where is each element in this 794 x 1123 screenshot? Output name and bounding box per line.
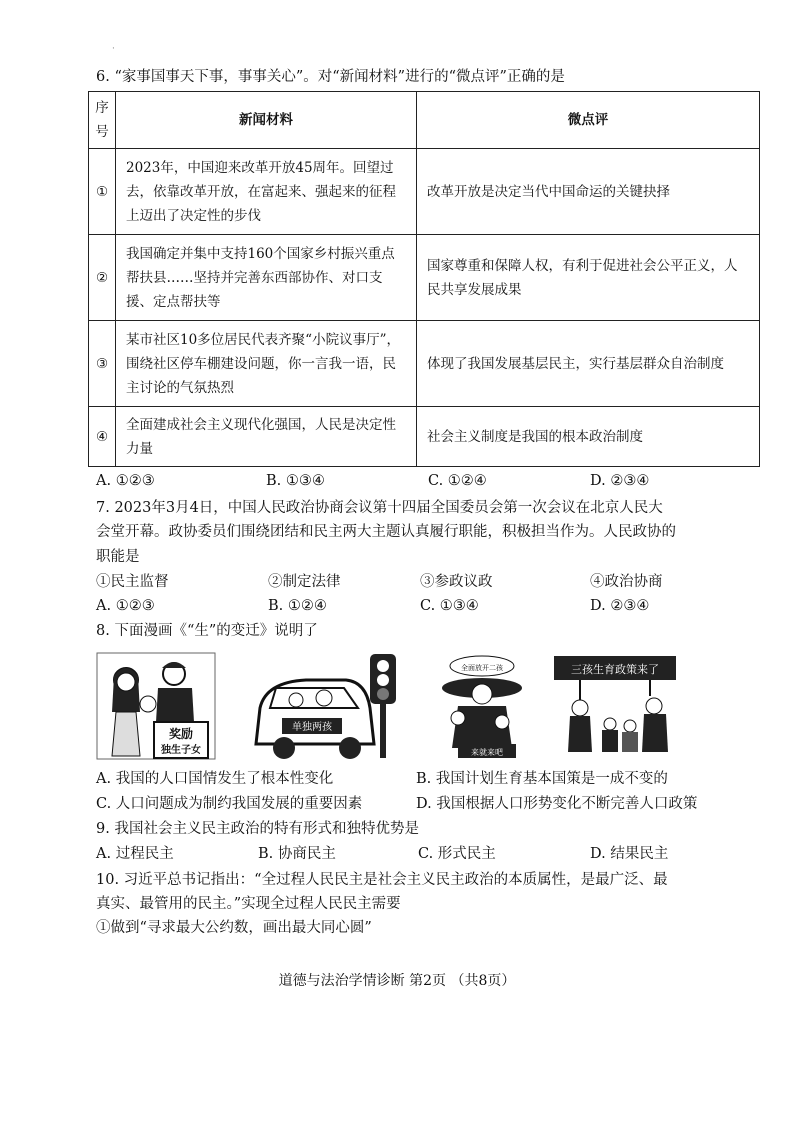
col-header-comment: 微点评 — [417, 92, 760, 149]
row-number: ① — [89, 149, 116, 235]
q7-option-c[interactable]: C. ①③④ — [420, 598, 479, 614]
comment-cell: 改革开放是决定当代中国命运的关键抉择 — [417, 149, 760, 235]
q7-item-1: ①民主监督 — [96, 574, 169, 590]
q6-option-c[interactable]: C. ①②④ — [428, 473, 487, 489]
q10-line1: 10. 习近平总书记指出：“全过程人民民主是社会主义民主政治的本质属性，是最广泛、最 — [96, 872, 668, 888]
q10-line2: 真实、最管用的民主。”实现全过程人民民主需要 — [96, 896, 401, 912]
cartoon-three-child — [550, 652, 680, 760]
q10-line3: ①做到“寻求最大公约数，画出最大同心圆” — [96, 920, 372, 936]
news-cell: 某市社区10多位居民代表齐聚“小院议事厅”，围绕社区停车棚建设问题，你一言我一语，民主讨论的气氛热烈 — [116, 321, 417, 407]
comment-cell: 国家尊重和保障人权，有利于促进社会公平正义，人民共享发展成果 — [417, 235, 760, 321]
q8-stem: 8. 下面漫画《“生”的变迁》说明了 — [96, 623, 318, 639]
q9-option-b[interactable]: B. 协商民主 — [258, 846, 336, 862]
table-row — [89, 149, 760, 235]
q9-stem: 9. 我国社会主义民主政治的特有形式和独特优势是 — [96, 821, 419, 837]
q9-option-d[interactable]: D. 结果民主 — [590, 846, 669, 862]
q7-item-2: ②制定法律 — [268, 574, 341, 590]
news-cell: 2023年，中国迎来改革开放45周年。回望过去，依靠改革开放，在富起来、强起来的征程上迈出了决定性的步伐 — [116, 149, 417, 235]
q9-option-c[interactable]: C. 形式民主 — [418, 846, 496, 862]
q6-option-b[interactable]: B. ①③④ — [266, 473, 325, 489]
cartoon-label-come: 来就来吧 — [471, 748, 503, 757]
q7-line2: 会堂开幕。政协委员们围绕团结和民主两大主题认真履行职能，积极担当作为。人民政协的 — [96, 524, 676, 540]
table-row — [89, 321, 760, 407]
q8-option-a[interactable]: A. 我国的人口国情发生了根本性变化 — [96, 771, 334, 787]
table-row — [89, 407, 760, 467]
q7-item-3: ③参政议政 — [420, 574, 493, 590]
q9-option-a[interactable]: A. 过程民主 — [96, 846, 174, 862]
col-header-number: 序号 — [89, 92, 116, 149]
q7-line3: 职能是 — [96, 549, 140, 565]
cartoon-two-child-car — [246, 652, 408, 760]
q6-option-a[interactable]: A. ①②③ — [96, 473, 155, 489]
row-number: ③ — [89, 321, 116, 407]
cartoon-label-universal: 全面放开二孩 — [461, 664, 503, 672]
cartoon-one-child — [96, 652, 216, 760]
table-header-row — [89, 92, 760, 149]
q8-option-d[interactable]: D. 我国根据人口形势变化不断完善人口政策 — [416, 796, 698, 812]
col-header-news: 新闻材料 — [116, 92, 417, 149]
page-footer: 道德与法治学情诊断 第2页 （共8页） — [278, 973, 516, 989]
q6-table — [88, 91, 760, 467]
cartoon-universal-two-child — [428, 652, 536, 760]
q6-option-d[interactable]: D. ②③④ — [590, 473, 650, 489]
q7-line1: 7. 2023年3月4日，中国人民政治协商会议第十四届全国委员会第一次会议在北京人民大 — [96, 500, 663, 516]
row-number: ② — [89, 235, 116, 321]
q8-option-b[interactable]: B. 我国计划生育基本国策是一成不变的 — [416, 771, 668, 787]
news-cell: 我国确定并集中支持160个国家乡村振兴重点帮扶县……坚持并完善东西部协作、对口支援、定点帮扶等 — [116, 235, 417, 321]
row-number: ④ — [89, 407, 116, 467]
q8-option-c[interactable]: C. 人口问题成为制约我国发展的重要因素 — [96, 796, 363, 812]
news-cell: 全面建成社会主义现代化强国，人民是决定性力量 — [116, 407, 417, 467]
q7-option-d[interactable]: D. ②③④ — [590, 598, 650, 614]
q6-stem: 6. “家事国事天下事，事事关心”。对“新闻材料”进行的“微点评”正确的是 — [96, 69, 565, 85]
comment-cell: 体现了我国发展基层民主，实行基层群众自治制度 — [417, 321, 760, 407]
cartoon-label-one-child: 独生子女 — [161, 745, 201, 756]
table-row — [89, 235, 760, 321]
cartoon-label-three-child: 三孩生育政策来了 — [571, 663, 659, 676]
q7-option-a[interactable]: A. ①②③ — [96, 598, 155, 614]
scan-mark: · — [112, 44, 115, 54]
q7-item-4: ④政治协商 — [590, 574, 663, 590]
comment-cell: 社会主义制度是我国的根本政治制度 — [417, 407, 760, 467]
q7-option-b[interactable]: B. ①②④ — [268, 598, 327, 614]
cartoon-label-award: 奖励 — [168, 727, 194, 741]
cartoon-label-two-child: 单独两孩 — [292, 722, 332, 733]
